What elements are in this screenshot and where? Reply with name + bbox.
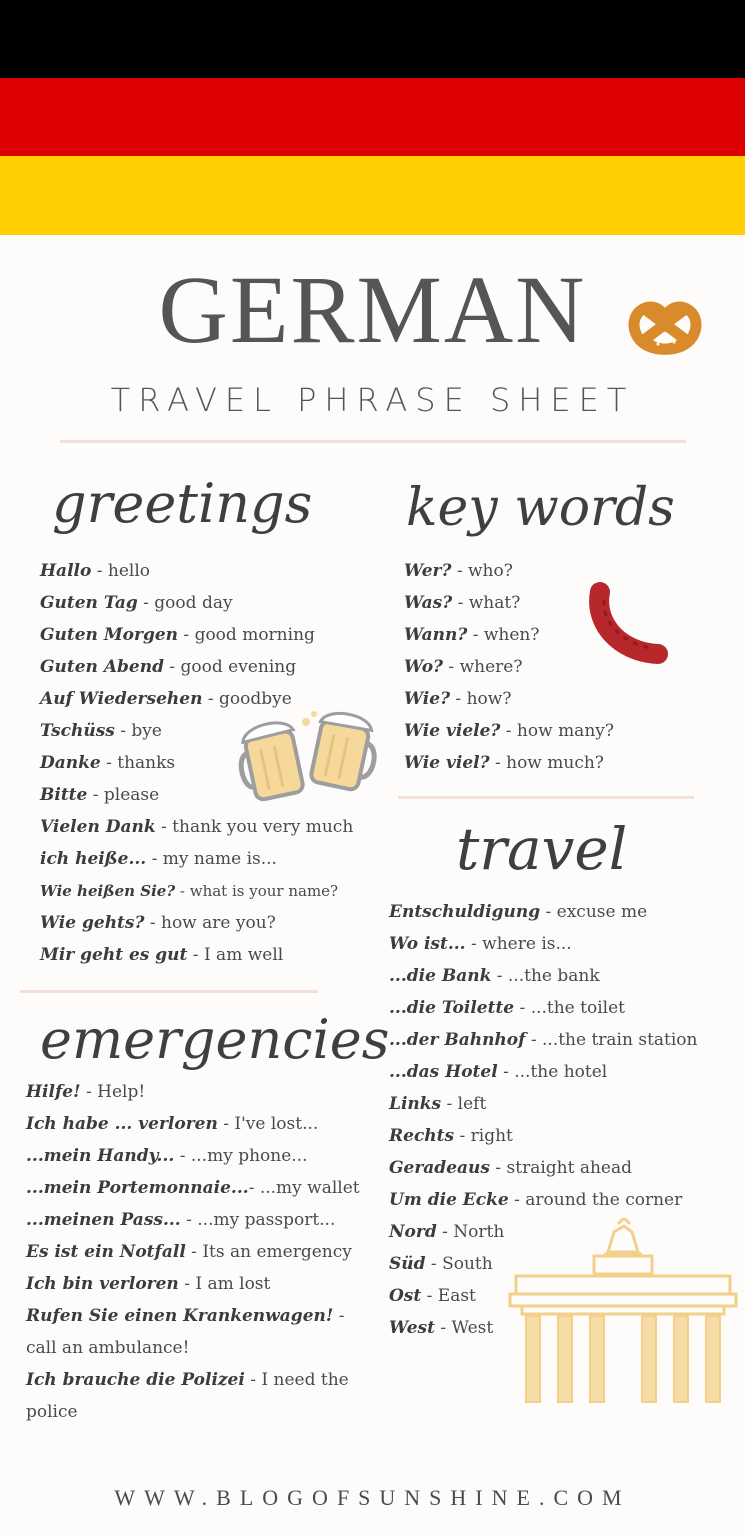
phrase-item: [389, 928, 729, 960]
phrase-german: Um die Ecke: [389, 1190, 509, 1210]
phrase-english: - good morning: [178, 625, 315, 645]
phrase-english: - thank you very much: [155, 817, 354, 837]
phrase-english: - excuse me: [540, 902, 648, 922]
phrase-english: - hello: [91, 561, 151, 581]
phrase-english: - how much?: [489, 753, 604, 773]
phrase-item: [26, 1364, 356, 1428]
phrase-item: [389, 1120, 729, 1152]
phrase-item: [40, 843, 370, 875]
page-subtitle: TRAVEL PHRASE SHEET: [110, 381, 635, 419]
phrase-german: Ich brauche die Polizei: [26, 1370, 245, 1390]
phrase-item: [40, 651, 370, 683]
phrase-german: ...mein Portemonnaie...: [26, 1178, 249, 1198]
phrase-german: ...der Bahnhof: [389, 1030, 526, 1050]
phrase-english: - when?: [467, 625, 540, 645]
phrase-english: - how many?: [500, 721, 614, 741]
phrase-german: Ich bin verloren: [26, 1274, 179, 1294]
phrase-english: - I am well: [187, 945, 284, 965]
phrase-german: Wo ist...: [389, 934, 466, 954]
phrase-item: [40, 811, 370, 843]
phrase-german: ...die Bank: [389, 966, 492, 986]
phrase-german: Guten Tag: [40, 593, 138, 613]
travel-heading: travel: [456, 815, 628, 883]
phrase-english: - straight ahead: [489, 1158, 633, 1178]
phrase-item: [40, 619, 370, 651]
phrase-item: [26, 1108, 356, 1140]
phrase-german: ...die Toilette: [389, 998, 515, 1018]
phrase-item: [389, 992, 729, 1024]
phrase-german: Wie?: [404, 689, 451, 709]
phrase-item: [389, 1024, 729, 1056]
sausage-icon: [588, 582, 672, 664]
phrase-item: [40, 875, 370, 907]
phrase-german: Guten Abend: [40, 657, 164, 677]
brandenburg-gate-icon: [508, 1218, 738, 1408]
pretzel-icon: [626, 290, 704, 358]
phrase-english: - how are you?: [144, 913, 276, 933]
phrase-english: - ...my phone...: [174, 1146, 308, 1166]
phrase-english: - right: [454, 1126, 513, 1146]
phrase-item: [26, 1268, 356, 1300]
phrase-english: - I've lost...: [217, 1114, 319, 1134]
phrase-item: [26, 1204, 356, 1236]
phrase-german: Guten Morgen: [40, 625, 179, 645]
phrase-english: - ...the hotel: [497, 1062, 608, 1082]
phrase-german: Wie gehts?: [40, 913, 145, 933]
phrase-german: Rechts: [389, 1126, 455, 1146]
phrase-english: - what is your name?: [175, 882, 339, 900]
phrase-item: [404, 747, 704, 779]
phrase-english: - who?: [451, 561, 513, 581]
phrase-english: - Help!: [80, 1082, 146, 1102]
flag-stripe-gold: [0, 156, 745, 235]
phrase-item: [389, 1184, 729, 1216]
phrase-english: - what?: [452, 593, 521, 613]
phrase-german: Geradeaus: [389, 1158, 490, 1178]
flag-stripe-red: [0, 78, 745, 156]
phrase-english: - around the corner: [508, 1190, 683, 1210]
phrase-german: West: [389, 1318, 435, 1338]
phrase-german: Rufen Sie einen Krankenwagen!: [26, 1306, 334, 1326]
phrase-item: [26, 1140, 356, 1172]
phrase-english: - how?: [450, 689, 512, 709]
flag-stripe-black: [0, 0, 745, 78]
phrase-item: [389, 960, 729, 992]
phrase-german: Ost: [389, 1286, 422, 1306]
phrase-german: Hilfe!: [26, 1082, 81, 1102]
phrase-german: Es ist ein Notfall: [26, 1242, 186, 1262]
phrase-german: ...mein Handy...: [26, 1146, 175, 1166]
phrase-german: Entschuldigung: [389, 902, 541, 922]
header-divider: [60, 440, 686, 443]
phrase-english: - I am lost: [178, 1274, 271, 1294]
phrase-english: - ...my passport...: [180, 1210, 336, 1230]
emergencies-list: [26, 1076, 360, 1428]
phrase-german: Mir geht es gut: [40, 945, 188, 965]
phrase-item: [404, 715, 704, 747]
phrase-english: - ...my wallet: [248, 1178, 360, 1198]
phrase-german: Hallo: [40, 561, 92, 581]
phrase-german: Tschüss: [40, 721, 115, 741]
phrase-english: - where is...: [465, 934, 572, 954]
phrase-german: Ich habe ... verloren: [26, 1114, 218, 1134]
phrase-item: [389, 1056, 729, 1088]
phrase-english: - I need the police: [26, 1370, 349, 1422]
phrase-german: Danke: [40, 753, 101, 773]
phrase-english: - bye: [114, 721, 162, 741]
key-words-divider: [398, 796, 694, 799]
phrase-german: Süd: [389, 1254, 426, 1274]
phrase-english: - goodbye: [202, 689, 292, 709]
phrase-item: [26, 1172, 360, 1204]
phrase-english: - North: [436, 1222, 505, 1242]
phrase-english: - West: [434, 1318, 494, 1338]
phrase-german: ...meinen Pass...: [26, 1210, 181, 1230]
phrase-item: [26, 1300, 356, 1364]
key-words-heading: key words: [406, 478, 675, 538]
phrase-german: Wer?: [404, 561, 452, 581]
phrase-german: Was?: [404, 593, 453, 613]
greetings-divider: [20, 990, 318, 993]
phrase-item: [389, 896, 729, 928]
phrase-english: - South: [425, 1254, 493, 1274]
phrase-english: - please: [87, 785, 160, 805]
phrase-english: - ...the bank: [491, 966, 600, 986]
phrase-german: Wo?: [404, 657, 444, 677]
phrase-english: - call an ambulance!: [26, 1306, 345, 1358]
beer-mugs-icon: [238, 704, 380, 804]
phrase-german: Auf Wiedersehen: [40, 689, 203, 709]
phrase-item: [389, 1152, 729, 1184]
phrase-german: Nord: [389, 1222, 437, 1242]
phrase-german: ...das Hotel: [389, 1062, 498, 1082]
phrase-german: ich heiße...: [40, 849, 147, 869]
phrase-english: - ...the toilet: [514, 998, 625, 1018]
phrase-german: Wie viele?: [404, 721, 501, 741]
greetings-heading: greetings: [52, 472, 313, 535]
phrase-german: Wie viel?: [404, 753, 490, 773]
page-title: GERMAN: [158, 256, 587, 363]
phrase-english: - good evening: [163, 657, 297, 677]
phrase-english: - where?: [443, 657, 523, 677]
phrase-item: [40, 907, 370, 939]
phrase-item: [40, 587, 370, 619]
phrase-item: [40, 939, 370, 971]
phrase-english: - Its an emergency: [185, 1242, 352, 1262]
phrase-item: [40, 555, 370, 587]
phrase-german: Bitte: [40, 785, 88, 805]
emergencies-heading: emergencies: [40, 1008, 390, 1071]
phrase-item: [389, 1088, 729, 1120]
phrase-item: [404, 683, 704, 715]
footer-url: WWW.BLOGOFSUNSHINE.COM: [114, 1485, 631, 1510]
phrase-english: - my name is...: [146, 849, 277, 869]
phrase-english: - ...the train station: [525, 1030, 698, 1050]
phrase-english: - thanks: [100, 753, 176, 773]
phrase-german: Wie heißen Sie?: [40, 882, 176, 900]
phrase-english: - good day: [137, 593, 233, 613]
phrase-item: [26, 1236, 356, 1268]
phrase-german: Wann?: [404, 625, 468, 645]
phrase-item: [26, 1076, 356, 1108]
phrase-german: Vielen Dank: [40, 817, 156, 837]
phrase-english: - East: [421, 1286, 476, 1306]
phrase-english: - left: [441, 1094, 487, 1114]
phrase-german: Links: [389, 1094, 442, 1114]
